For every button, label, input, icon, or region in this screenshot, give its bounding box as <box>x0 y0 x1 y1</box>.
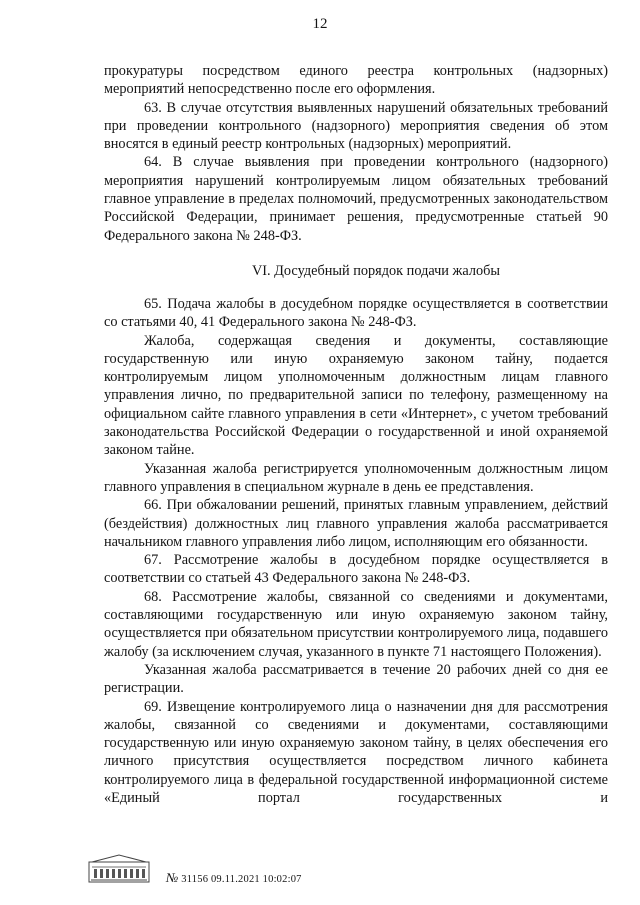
paragraph-68-term: Указанная жалоба рассматривается в течение 20 рабочих дней со дня ее регистрации. <box>104 661 608 697</box>
number-sign: № <box>166 870 179 885</box>
registration-stamp <box>166 870 302 886</box>
page-number: 12 <box>312 16 328 32</box>
paragraph-67: 67. Рассмотрение жалобы в досудебном порядке осуществляется в соответствии со статьей 43 Федерального закона № 248-ФЗ. <box>104 552 608 587</box>
paragraph-65-registration: Указанная жалоба регистрируется уполномоченным должностным лицом главного управления в специальном журнале в день ее представления. <box>104 460 608 495</box>
paragraph-66: 66. При обжаловании решений, принятых главным управлением, действий (бездействия) должностных лиц главного управления жалоба рассматривается начальником главного управления либо лицом, исполняющим его обязанности. <box>104 497 608 550</box>
building-seal-icon <box>88 854 150 884</box>
paragraph-69: 69. Извещение контролируемого лица о назначении дня для рассмотрения жалобы, связанной со сведениями и документами, составляющими государственную или иную охраняемую законом тайну, в целях обеспечения его личного присутствия осуществляется посредством личного кабинета контролируемого лица в федеральной государственной информационной системе «Единый портал государственных и <box>104 698 608 806</box>
paragraph-65: 65. Подача жалобы в досудебном порядке осуществляется в соответствии со статьями 40, 41 Федерального закона № 248-ФЗ. <box>104 295 608 331</box>
paragraph-64: 64. В случае выявления при проведении контрольного (надзорного) мероприятия нарушений контролируемым лицом обязательных требований главное управление в пределах полномочий, предусмотренных законодательством Российской Федерации, принимает решения, предусмотренные статьей 90 Федерального закона № 248-ФЗ. <box>104 154 608 244</box>
registration-number-datetime: 31156 09.11.2021 10:02:07 <box>181 874 302 885</box>
document-body <box>104 62 608 807</box>
paragraph-65-complaint: Жалоба, содержащая сведения и документы, составляющие государственную или иную охраняемую законом тайну, подается контролируемым лицом уполномоченным должностным лицам главного управления лично, по предварительной записи по телефону, размещенному на официальном сайте главного управления в сети «Интернет», с учетом требований законодательства Российской Федерации о государственной и иной охраняемой законом тайне. <box>104 332 608 459</box>
footer <box>88 848 568 888</box>
paragraph-continuation: прокуратуры посредством единого реестра контрольных (надзорных) мероприятий непосредственно после его оформления. <box>104 63 608 98</box>
paragraph-68: 68. Рассмотрение жалобы, связанной со сведениями и документами, составляющими государственную или иную охраняемую законом тайну, осуществляется при обязательном присутствии контролируемого лица, подавшего жалобу (за исключением случая, указанного в пункте 71 настоящего Положения). <box>104 588 608 660</box>
paragraph-63: 63. В случае отсутствия выявленных нарушений обязательных требований при проведении контрольного (надзорного) мероприятия сведения об этом вносятся в единый реестр контрольных (надзорных) мероприятий. <box>104 99 608 153</box>
section-heading: VI. Досудебный порядок подачи жалобы <box>251 262 501 279</box>
